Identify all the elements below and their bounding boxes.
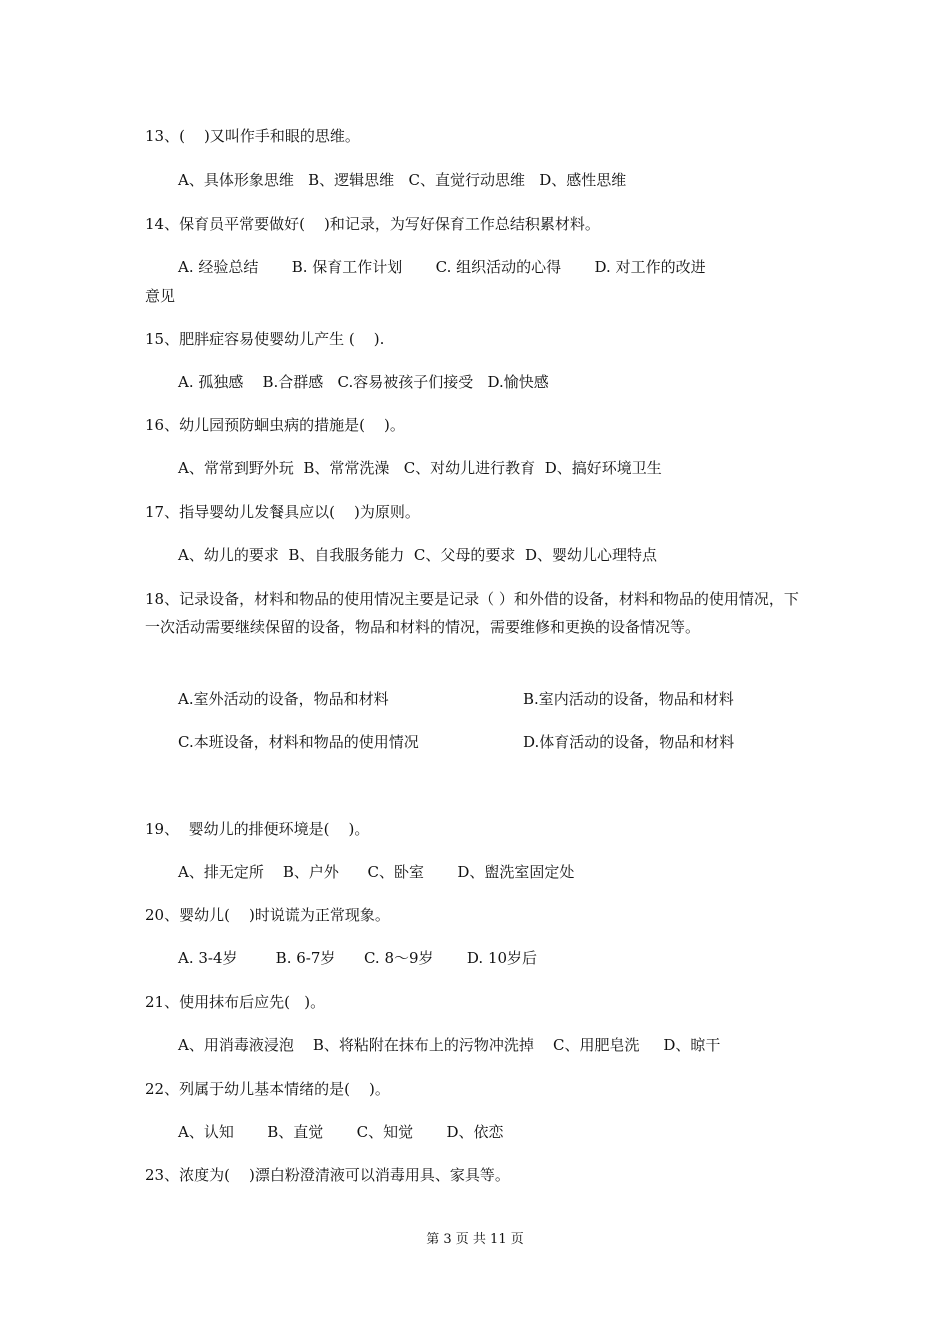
q19-stem: 19、 婴幼儿的排便环境是( )。 — [145, 820, 370, 838]
q20-options: A. 3-4岁 B. 6-7岁 C. 8～9岁 D. 10岁后 — [178, 949, 538, 967]
q13-options: A、具体形象思维 B、逻辑思维 C、直觉行动思维 D、感性思维 — [178, 171, 627, 189]
q22-options: A、认知 B、直觉 C、知觉 D、依恋 — [178, 1123, 504, 1141]
q15-stem: 15、肥胖症容易使婴幼儿产生 ( ). — [145, 330, 385, 348]
page-footer: 第 3 页 共 11 页 — [426, 1232, 524, 1247]
q16-stem: 16、幼儿园预防蛔虫病的措施是( )。 — [145, 416, 405, 434]
q15-options: A. 孤独感 B.合群感 C.容易被孩子们接受 D.愉快感 — [178, 373, 549, 391]
q18-stem: 18、记录设备，材料和物品的使用情况主要是记录（ ）和外借的设备，材料和物品的使用情况，下一次活动需要继续保留的设备，物品和材料的情况，需要维修和更换的设备情况等。 — [145, 590, 799, 636]
q14-options: A. 经验总结 B. 保育工作计划 C. 组织活动的心得 D. 对工作的改进 — [178, 258, 706, 276]
q22-stem: 22、列属于幼儿基本情绪的是( )。 — [145, 1080, 390, 1098]
q18-option-d: D.体育活动的设备，物品和材料 — [523, 733, 735, 751]
q23-stem: 23、浓度为( )漂白粉澄清液可以消毒用具、家具等。 — [145, 1166, 510, 1184]
q18-option-a: A.室外活动的设备，物品和材料 — [178, 690, 389, 708]
q16-options: A、常常到野外玩 B、常常洗澡 C、对幼儿进行教育 D、搞好环境卫生 — [178, 459, 662, 477]
q17-stem: 17、指导婴幼儿发餐具应以( )为原则。 — [145, 503, 420, 521]
q20-stem: 20、婴幼儿( )时说谎为正常现象。 — [145, 906, 390, 924]
q21-stem: 21、使用抹布后应先( )。 — [145, 993, 326, 1011]
q18-option-c: C.本班设备，材料和物品的使用情况 — [178, 733, 419, 751]
q19-options: A、排无定所 B、户外 C、卧室 D、盥洗室固定处 — [178, 863, 575, 881]
q18-option-b: B.室内活动的设备，物品和材料 — [523, 690, 734, 708]
q17-options: A、幼儿的要求 B、自我服务能力 C、父母的要求 D、婴幼儿心理特点 — [178, 546, 657, 564]
q21-options: A、用消毒液浸泡 B、将粘附在抹布上的污物冲洗掉 C、用肥皂洗 D、晾干 — [178, 1036, 721, 1054]
q14-options-continued: 意见 — [145, 287, 176, 305]
q13-stem: 13、( )又叫作手和眼的思维。 — [145, 127, 360, 145]
q14-stem: 14、保育员平常要做好( )和记录，为写好保育工作总结积累材料。 — [145, 215, 600, 233]
